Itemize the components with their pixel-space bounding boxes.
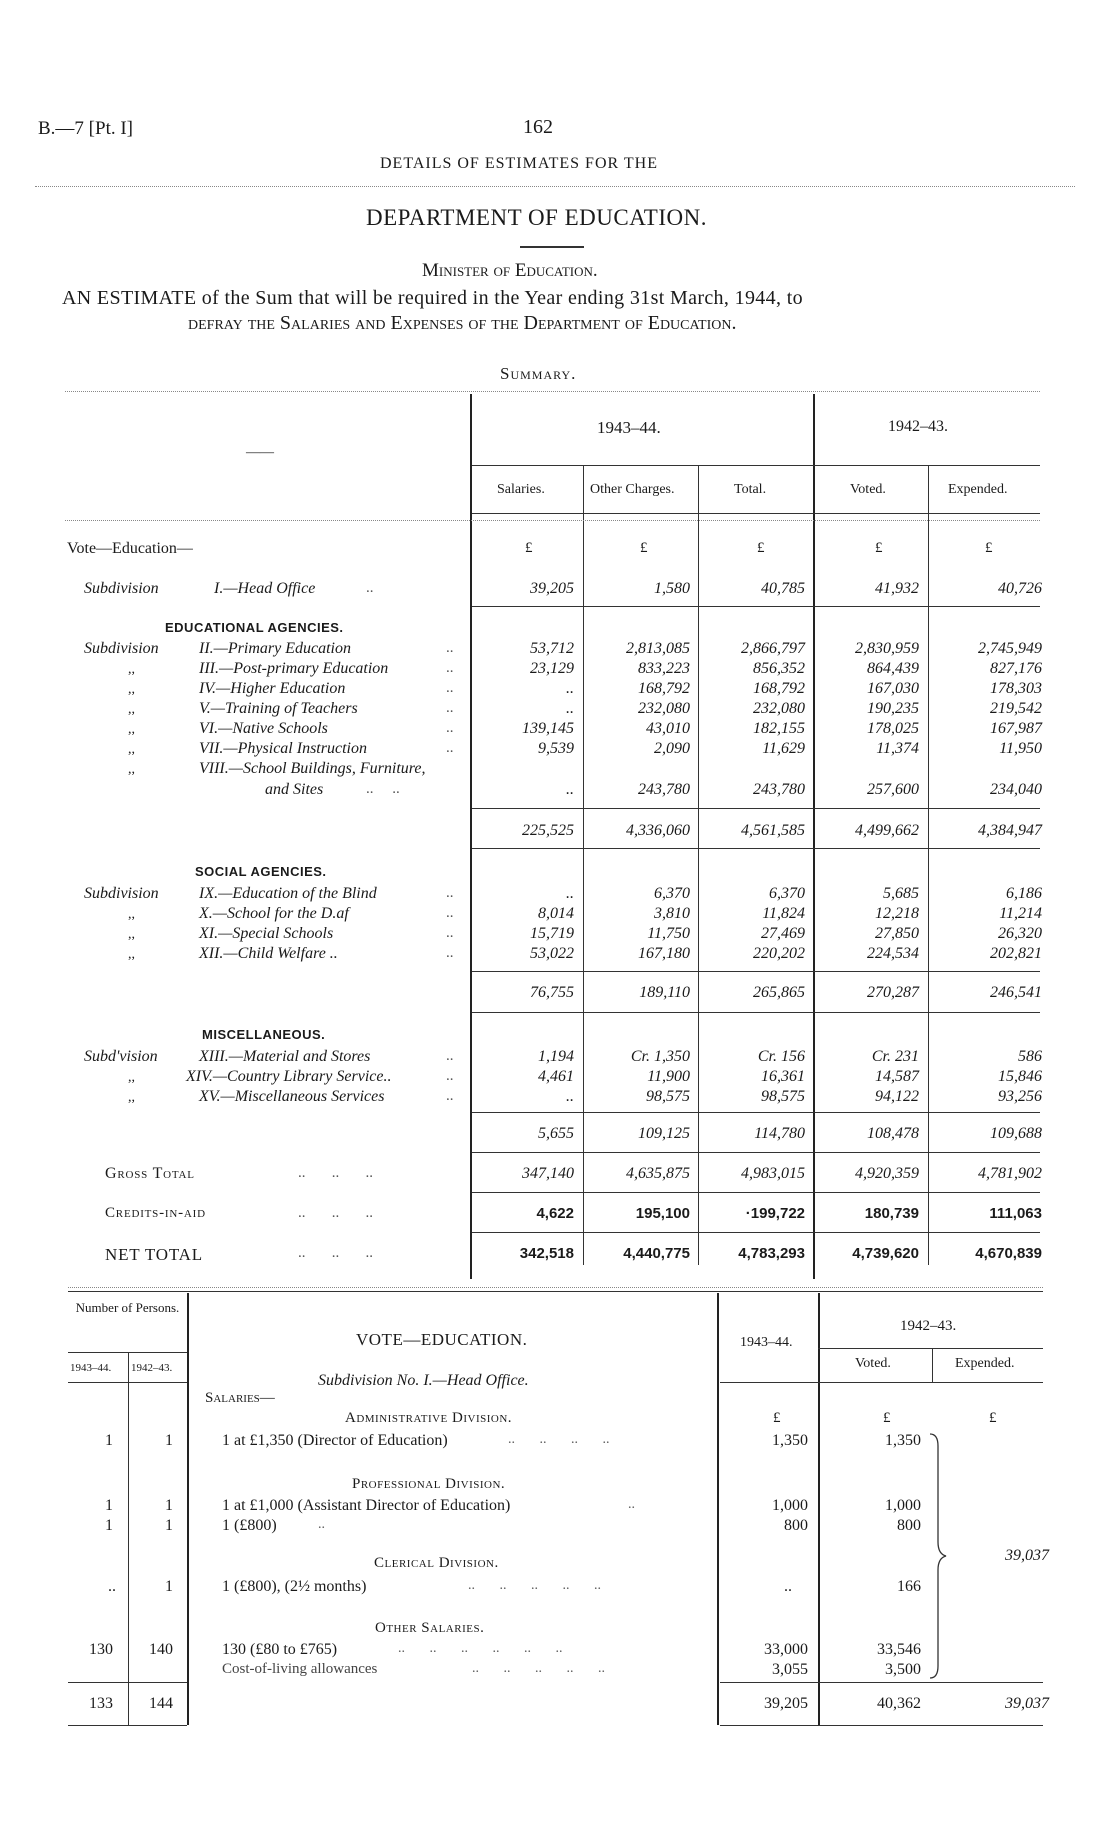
net-total-label: NET TOTAL: [105, 1245, 203, 1264]
vote-currency-1943: £: [773, 1410, 781, 1426]
misc-row-salaries: 4,461: [538, 1068, 574, 1085]
total-expended: 39,037: [1005, 1695, 1049, 1712]
credits-dots-a: ..: [298, 1205, 306, 1221]
col-amount: 3,055: [772, 1661, 808, 1678]
admin-amount: 1,350: [772, 1432, 808, 1449]
credits-label: Credits-in-aid: [105, 1205, 206, 1221]
net-total-expended: 4,670,839: [975, 1245, 1042, 1262]
edu-row-voted: 11,374: [876, 740, 919, 757]
edu-row-8-ditto: ,,: [128, 762, 135, 777]
estimate-line-2: [188, 312, 737, 335]
vote-currency-expended: £: [989, 1410, 997, 1426]
social-row-salaries: 15,719: [530, 925, 574, 942]
net-dots-c: ..: [365, 1245, 373, 1261]
other-dots-a: ..: [398, 1641, 405, 1656]
salaries-label: Salaries—: [205, 1390, 275, 1406]
social-row-salaries: 53,022: [530, 945, 574, 962]
social-row-label: IX.—Education of the Blind: [199, 885, 377, 902]
gross-total-other: 4,635,875: [626, 1165, 690, 1182]
misc-row-voted: Cr. 231: [871, 1048, 919, 1065]
head-office-voted: 41,932: [875, 580, 919, 597]
prof-p43: 1: [105, 1517, 113, 1534]
credits-dots-b: ..: [331, 1205, 340, 1221]
misc-row-expended: 586: [1018, 1048, 1042, 1065]
gross-dots-a: ..: [298, 1165, 306, 1181]
net-total-dots: [298, 1245, 373, 1262]
net-total-voted: 4,739,620: [852, 1245, 919, 1262]
head-office-dots: ..: [366, 580, 374, 596]
edu-row-total: 2,866,797: [741, 640, 805, 657]
expended-brace: [928, 1432, 952, 1680]
vote-currency-voted: £: [883, 1410, 891, 1426]
edu-row-8-salaries: ..: [566, 781, 574, 798]
social-row-label: X.—School for the D.af: [199, 905, 349, 922]
social-row-expended: 26,320: [998, 925, 1042, 942]
edu-row-expended: 178,303: [990, 680, 1042, 697]
prof-voted: 800: [897, 1517, 921, 1534]
social-row-other: 3,810: [654, 905, 690, 922]
credits-dots-c: ..: [365, 1205, 373, 1221]
edu-row-8-voted: 257,600: [867, 781, 919, 798]
social-subtotal-total: 265,865: [753, 984, 805, 1001]
page-ref: B.—7 [Pt. I]: [38, 118, 133, 139]
edu-row-8-expended: 234,040: [990, 781, 1042, 798]
col-year-1942: 1942–43.: [888, 418, 948, 435]
edu-row-8-other: 243,780: [638, 781, 690, 798]
col-dots-a: ..: [472, 1661, 479, 1676]
edu-row-other: 232,080: [638, 700, 690, 717]
edu-row-voted: 167,030: [867, 680, 919, 697]
other-voted: 33,546: [877, 1641, 921, 1658]
edu-row-other: 43,010: [646, 720, 690, 737]
page-subtitle: DETAILS OF ESTIMATES FOR THE: [380, 155, 658, 172]
social-row-total: 6,370: [769, 885, 805, 902]
social-row-ditto: ,,: [128, 907, 135, 922]
educational-subdivision: Subdivision: [84, 640, 159, 657]
social-row-dots: ..: [446, 945, 454, 961]
edu-row-dots: ..: [446, 660, 454, 676]
edu-row-voted: 864,439: [867, 660, 919, 677]
clerical-voted: 166: [897, 1578, 921, 1595]
col-year-1943: 1943–44.: [597, 418, 661, 437]
total-voted: 40,362: [877, 1695, 921, 1712]
misc-subtotal-other: 109,125: [638, 1125, 690, 1142]
social-row-voted: 12,218: [875, 905, 919, 922]
header-dash: ——: [246, 445, 274, 460]
total-p42: 144: [149, 1695, 173, 1712]
prof-division-heading: Professional Division.: [352, 1476, 506, 1492]
edu-row-total: 11,629: [762, 740, 805, 757]
number-of-persons: Number of Persons.: [75, 1300, 180, 1315]
prof-amount: 800: [784, 1517, 808, 1534]
persons-col-1942: 1942–43.: [131, 1362, 173, 1374]
head-office-expended: 40,726: [998, 580, 1042, 597]
credits-salaries: 4,622: [536, 1205, 574, 1222]
social-row-salaries: 8,014: [538, 905, 574, 922]
admin-p43: 1: [105, 1432, 113, 1449]
edu-subtotal-total: 4,561,585: [741, 822, 805, 839]
clerical-p43: ..: [108, 1578, 116, 1595]
edu-row-expended: 2,745,949: [978, 640, 1042, 657]
misc-row-label: XV.—Miscellaneous Services: [199, 1088, 385, 1105]
vote-title: VOTE—EDUCATION.: [356, 1330, 528, 1349]
edu-row-total: 856,352: [753, 660, 805, 677]
gross-dots-b: ..: [331, 1165, 340, 1181]
edu-row-dots: ..: [446, 680, 454, 696]
social-row-other: 6,370: [654, 885, 690, 902]
edu-row-dots: ..: [446, 740, 454, 756]
edu-row-other: 833,223: [638, 660, 690, 677]
edu-row-ditto: ,,: [128, 722, 135, 737]
edu-row-salaries: 53,712: [530, 640, 574, 657]
currency-voted: £: [875, 540, 883, 556]
head-office-other: 1,580: [654, 580, 690, 597]
other-amount: 33,000: [764, 1641, 808, 1658]
edu-row-total: 232,080: [753, 700, 805, 717]
col-label: Cost-of-living allowances: [222, 1661, 378, 1677]
edu-row-voted: 2,830,959: [855, 640, 919, 657]
col-dots-e: ..: [598, 1661, 605, 1676]
prof-p43: 1: [105, 1497, 113, 1514]
misc-row-ditto: ,,: [128, 1070, 135, 1085]
net-total-total: 4,783,293: [738, 1245, 805, 1262]
admin-voted: 1,350: [885, 1432, 921, 1449]
net-dots-b: ..: [331, 1245, 340, 1261]
clerical-dots-b: ..: [499, 1578, 507, 1593]
col-dots-c: ..: [535, 1661, 542, 1676]
social-row-label: XI.—Special Schools: [199, 925, 334, 942]
clerical-p42: 1: [165, 1578, 173, 1595]
gross-dots-c: ..: [365, 1165, 373, 1181]
misc-subtotal-total: 114,780: [754, 1125, 805, 1142]
edu-row-salaries: 139,145: [522, 720, 574, 737]
social-subtotal-voted: 270,287: [867, 984, 919, 1001]
other-dots-c: ..: [461, 1641, 468, 1656]
social-row-total: 220,202: [753, 945, 805, 962]
net-dots-a: ..: [298, 1245, 306, 1261]
minister-heading: Minister of Education.: [422, 260, 598, 281]
misc-heading: MISCELLANEOUS.: [202, 1027, 326, 1042]
misc-subtotal-expended: 109,688: [990, 1125, 1042, 1142]
credits-dots: [298, 1205, 373, 1222]
social-row-total: 27,469: [761, 925, 805, 942]
gross-total-total: 4,983,015: [741, 1165, 805, 1182]
edu-row-expended: 219,542: [990, 700, 1042, 717]
estimate-line-1: AN ESTIMATE of the Sum that will be required in the Year ending 31st March, 1944, to: [62, 287, 803, 309]
head-office-subdivision: Subdivision: [84, 580, 159, 597]
currency-expended: £: [985, 540, 993, 556]
gross-total-label: Gross Total: [105, 1165, 195, 1182]
clerical-dots-d: ..: [562, 1578, 570, 1593]
edu-row-dots: ..: [446, 720, 454, 736]
misc-row-salaries: 1,194: [538, 1048, 574, 1065]
social-row-dots: ..: [446, 905, 454, 921]
social-row-dots: ..: [446, 925, 454, 941]
misc-row-ditto: ,,: [128, 1090, 135, 1105]
misc-row-expended: 93,256: [998, 1088, 1042, 1105]
misc-row-total: 16,361: [761, 1068, 805, 1085]
misc-row-other: Cr. 1,350: [630, 1048, 690, 1065]
admin-dots-c: ..: [571, 1432, 578, 1447]
social-row-salaries: ..: [566, 885, 574, 902]
vote-col-1943: 1943–44.: [740, 1335, 793, 1350]
edu-row-8-dots: [366, 781, 400, 798]
credits-total: ·199,722: [745, 1205, 805, 1222]
prof-voted: 1,000: [885, 1497, 921, 1514]
admin-p42: 1: [165, 1432, 173, 1449]
other-salaries-heading: Other Salaries.: [375, 1620, 485, 1636]
prof-dots: ..: [318, 1517, 325, 1532]
edu-row-8-label-1: VIII.—School Buildings, Furniture,: [199, 760, 426, 777]
social-row-ditto: ,,: [128, 927, 135, 942]
admin-dots-d: ..: [602, 1432, 610, 1447]
misc-row-expended: 15,846: [998, 1068, 1042, 1085]
edu-row-salaries: ..: [566, 680, 574, 697]
edu-row-expended: 11,950: [999, 740, 1042, 757]
col-voted: Voted.: [850, 482, 886, 497]
gross-total-expended: 4,781,902: [978, 1165, 1042, 1182]
other-p43: 130: [89, 1641, 113, 1658]
social-row-expended: 202,821: [990, 945, 1042, 962]
admin-division-heading: Administrative Division.: [345, 1410, 513, 1426]
edu-row-voted: 190,235: [867, 700, 919, 717]
vote-col-1942: 1942–43.: [900, 1318, 957, 1334]
edu-row-expended: 827,176: [990, 660, 1042, 677]
gross-total-dots: [298, 1165, 373, 1182]
vote-col-expended: Expended.: [955, 1356, 1015, 1371]
edu-subtotal-voted: 4,499,662: [855, 822, 919, 839]
edu-row-label: VII.—Physical Instruction: [199, 740, 367, 757]
total-amount: 39,205: [764, 1695, 808, 1712]
credits-voted: 180,739: [864, 1205, 919, 1222]
net-total-other: 4,440,775: [623, 1245, 690, 1262]
gross-total-voted: 4,920,359: [855, 1165, 919, 1182]
col-salaries: Salaries.: [497, 482, 545, 497]
other-dots-f: ..: [555, 1641, 563, 1656]
department-title: DEPARTMENT OF EDUCATION.: [366, 205, 707, 230]
social-subtotal-other: 189,110: [639, 984, 690, 1001]
edu-row-label: II.—Primary Education: [199, 640, 351, 657]
gross-total-salaries: 347,140: [522, 1165, 574, 1182]
edu-row-dots: ..: [446, 700, 454, 716]
edu-row-other: 2,813,085: [626, 640, 690, 657]
edu-row-label: IV.—Higher Education: [199, 680, 346, 697]
misc-row-dots: ..: [446, 1048, 454, 1064]
admin-dots-a: ..: [508, 1432, 515, 1447]
social-row-voted: 5,685: [883, 885, 919, 902]
prof-label: 1 (£800): [222, 1517, 277, 1534]
edu-row-salaries: ..: [566, 700, 574, 717]
edu-row-8-dots-a: ..: [366, 781, 374, 797]
edu-row-total: 182,155: [753, 720, 805, 737]
admin-dots-b: ..: [539, 1432, 547, 1447]
clerical-amount: ..: [784, 1578, 792, 1595]
edu-row-label: III.—Post-primary Education: [199, 660, 389, 677]
other-label: 130 (£80 to £765): [222, 1641, 338, 1658]
misc-row-label: XIII.—Material and Stores: [199, 1048, 371, 1065]
edu-row-salaries: 23,129: [530, 660, 574, 677]
col-dots-b: ..: [503, 1661, 511, 1676]
currency-total: £: [757, 540, 765, 556]
prof-p42: 1: [165, 1517, 173, 1534]
head-office-total: 40,785: [761, 580, 805, 597]
edu-row-expended: 167,987: [990, 720, 1042, 737]
social-row-expended: 11,214: [999, 905, 1042, 922]
social-row-dots: ..: [446, 885, 454, 901]
edu-row-ditto: ,,: [128, 702, 135, 717]
edu-subtotal-other: 4,336,060: [626, 822, 690, 839]
misc-row-dots: ..: [446, 1088, 454, 1104]
misc-subtotal-voted: 108,478: [867, 1125, 919, 1142]
social-row-other: 167,180: [638, 945, 690, 962]
edu-row-other: 168,792: [638, 680, 690, 697]
educational-heading: EDUCATIONAL AGENCIES.: [165, 620, 344, 635]
social-row-voted: 27,850: [875, 925, 919, 942]
credits-expended: 111,063: [989, 1205, 1042, 1222]
vote-subtitle: Subdivision No. I.—Head Office.: [318, 1372, 529, 1389]
currency-salaries: £: [525, 540, 533, 556]
social-subdivision: Subdivision: [84, 885, 159, 902]
head-office-salaries: 39,205: [530, 580, 574, 597]
col-expended: Expended.: [948, 482, 1008, 497]
other-dots-d: ..: [492, 1641, 500, 1656]
clerical-dots-c: ..: [531, 1578, 538, 1593]
page-number: 162: [523, 116, 553, 138]
edu-row-ditto: ,,: [128, 682, 135, 697]
edu-row-ditto: ,,: [128, 742, 135, 757]
misc-row-label: XIV.—Country Library Service..: [186, 1068, 392, 1085]
vote-col-voted: Voted.: [855, 1356, 891, 1371]
persons-col-1943: 1943–44.: [70, 1362, 112, 1374]
edu-row-ditto: ,,: [128, 662, 135, 677]
social-heading: SOCIAL AGENCIES.: [195, 864, 327, 879]
expended-brace-value: 39,037: [1005, 1547, 1049, 1564]
prof-dots: ..: [628, 1497, 635, 1512]
edu-row-8-label-2: and Sites: [265, 781, 324, 798]
misc-subdivision: Subd'vision: [84, 1048, 158, 1065]
summary-heading: Summary.: [500, 364, 577, 383]
vote-label: Vote—Education—: [67, 540, 193, 557]
estimate-line-2-text: defray the Salaries and Expenses of the Department of Education.: [188, 312, 737, 334]
clerical-division-heading: Clerical Division.: [374, 1555, 499, 1571]
admin-label: 1 at £1,350 (Director of Education): [222, 1432, 448, 1449]
total-p43: 133: [89, 1695, 113, 1712]
prof-amount: 1,000: [772, 1497, 808, 1514]
other-dots-e: ..: [524, 1641, 531, 1656]
misc-row-total: 98,575: [761, 1088, 805, 1105]
social-row-ditto: ,,: [128, 947, 135, 962]
edu-row-dots: ..: [446, 640, 454, 656]
social-row-label: XII.—Child Welfare ..: [199, 945, 338, 962]
currency-other: £: [640, 540, 648, 556]
clerical-label: 1 (£800), (2½ months): [222, 1578, 367, 1595]
edu-row-label: VI.—Native Schools: [199, 720, 328, 737]
social-subtotal-expended: 246,541: [990, 984, 1042, 1001]
other-dots-b: ..: [429, 1641, 437, 1656]
edu-row-total: 168,792: [753, 680, 805, 697]
prof-p42: 1: [165, 1497, 173, 1514]
col-dots-d: ..: [566, 1661, 574, 1676]
credits-other: 195,100: [635, 1205, 690, 1222]
edu-row-label: V.—Training of Teachers: [199, 700, 358, 717]
col-dots: [472, 1661, 605, 1677]
clerical-dots: [468, 1578, 601, 1594]
col-other-charges: Other Charges.: [590, 482, 675, 497]
edu-row-8-total: 243,780: [753, 781, 805, 798]
edu-row-salaries: 9,539: [538, 740, 574, 757]
misc-row-other: 98,575: [646, 1088, 690, 1105]
misc-row-total: Cr. 156: [757, 1048, 805, 1065]
social-row-total: 11,824: [762, 905, 805, 922]
admin-dots: [508, 1432, 610, 1448]
other-dots: [398, 1641, 563, 1657]
misc-row-salaries: ..: [566, 1088, 574, 1105]
net-total-salaries: 342,518: [519, 1245, 574, 1262]
other-p42: 140: [149, 1641, 173, 1658]
edu-row-voted: 178,025: [867, 720, 919, 737]
misc-subtotal-salaries: 5,655: [538, 1125, 574, 1142]
clerical-dots-a: ..: [468, 1578, 475, 1593]
misc-row-dots: ..: [446, 1068, 454, 1084]
social-row-other: 11,750: [647, 925, 690, 942]
social-row-expended: 6,186: [1006, 885, 1042, 902]
edu-row-8-dots-b: ..: [392, 781, 400, 797]
prof-label: 1 at £1,000 (Assistant Director of Education): [222, 1497, 511, 1514]
social-row-voted: 224,534: [867, 945, 919, 962]
misc-row-voted: 94,122: [875, 1088, 919, 1105]
misc-row-voted: 14,587: [875, 1068, 919, 1085]
clerical-dots-e: ..: [594, 1578, 601, 1593]
social-subtotal-salaries: 76,755: [530, 984, 574, 1001]
col-voted: 3,500: [885, 1661, 921, 1678]
edu-subtotal-salaries: 225,525: [522, 822, 574, 839]
edu-subtotal-expended: 4,384,947: [978, 822, 1042, 839]
col-total: Total.: [734, 482, 767, 497]
edu-row-other: 2,090: [654, 740, 690, 757]
head-office-label: I.—Head Office: [214, 580, 316, 597]
misc-row-other: 11,900: [647, 1068, 690, 1085]
